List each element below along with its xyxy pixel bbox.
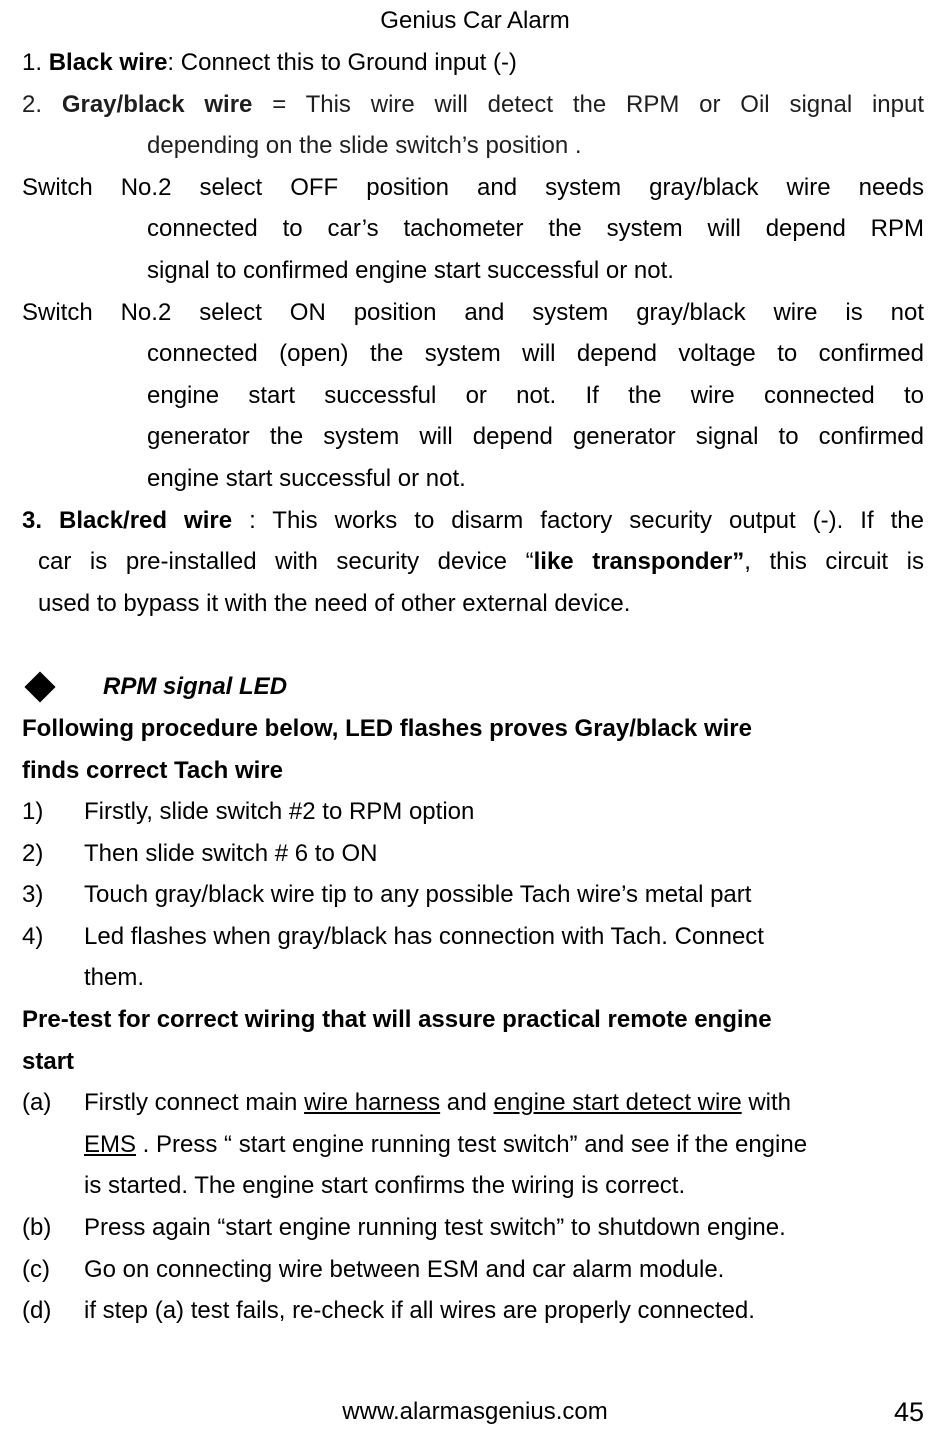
pretest-step-c — [22, 1249, 924, 1291]
term-ems: EMS — [84, 1130, 137, 1158]
step-text: Press again “start engine running test switch” to shutdown engine. — [84, 1214, 786, 1242]
rpm-intro — [22, 708, 924, 750]
wire-2-label: Gray/black wire — [61, 90, 253, 118]
pretest-step-a — [22, 1082, 924, 1207]
wire-3-text-part: car is pre-installed with security device “ — [38, 548, 534, 576]
section-spacer — [22, 624, 924, 666]
step-text: Go on connecting wire between ESM and car alarm module. — [84, 1255, 725, 1283]
switch-off-text-cont-1: connected to car’s tachometer the system will depend RPM — [147, 215, 924, 243]
step-number: 2) — [22, 839, 44, 867]
wire-1-text: : Connect this to Ground input (-) — [167, 49, 517, 76]
step-number: (d) — [22, 1297, 52, 1325]
step-number: 4) — [22, 922, 44, 950]
step-text-part: and — [440, 1089, 494, 1117]
pretest-heading-cont — [22, 1041, 924, 1083]
wire-2-text-cont: depending on the slide switch’s position . — [147, 132, 582, 160]
page-title: Genius Car Alarm — [380, 7, 570, 34]
step-text: Firstly, slide switch #2 to RPM option — [84, 798, 475, 826]
switch-on-text-cont-3: generator the system will depend generator signal to confirmed — [147, 423, 924, 451]
wire-1-label: Black wire — [48, 49, 168, 76]
step-number: (c) — [22, 1255, 50, 1283]
pretest-step-d — [22, 1290, 924, 1332]
switch-on-text-cont-4: engine start successful or not. — [147, 464, 466, 492]
step-text: if step (a) test fails, re-check if all wires are properly connected. — [84, 1297, 755, 1325]
step-text — [84, 1082, 924, 1207]
wire-1-number: 1. — [22, 49, 49, 76]
rpm-step — [22, 874, 924, 916]
wire-2-number: 2. — [22, 90, 62, 118]
rpm-step — [22, 916, 924, 999]
step-text-line: Led flashes when gray/black has connection with Tach. Connect — [84, 922, 764, 950]
wire-1-line — [22, 42, 924, 84]
pretest-heading — [22, 999, 924, 1041]
switch-on-text: Switch No.2 select ON position and system gray/black wire is not — [22, 298, 924, 326]
footer-url: www.alarmasgenius.com — [342, 1398, 608, 1425]
wire-3-text: : This works to disarm factory security output (-). If the — [232, 506, 924, 534]
switch-off-text: Switch No.2 select OFF position and system gray/black wire needs — [22, 173, 924, 201]
step-number: (a) — [22, 1089, 52, 1117]
step-number: 1) — [22, 798, 44, 826]
wire-3-bold-term: like transponder” — [533, 548, 745, 576]
page-number: 45 — [893, 1397, 924, 1427]
step-text-part: with — [741, 1089, 792, 1117]
rpm-heading-row — [22, 666, 924, 708]
wire-3-line — [22, 500, 924, 542]
switch-off-text-cont-2: signal to confirmed engine start successful or not. — [147, 256, 674, 284]
rpm-step — [22, 791, 924, 833]
step-text — [84, 916, 924, 999]
switch-on-text-cont-1: connected (open) the system will depend voltage to confirmed — [147, 340, 924, 368]
switch-on-text-cont-2: engine start successful or not. If the wire connected to — [147, 381, 924, 409]
step-number: 3) — [22, 881, 44, 909]
step-text-part: Firstly connect main — [84, 1089, 305, 1117]
wire-3-text-part: , this circuit is — [744, 548, 924, 576]
rpm-intro-text: Following procedure below, LED flashes proves Gray/black wire — [22, 714, 752, 742]
step-text: Touch gray/black wire tip to any possible Tach wire’s metal part — [84, 881, 752, 909]
pretest-heading-text: start — [22, 1047, 75, 1075]
wire-2-text: = This wire will detect the RPM or Oil signal input — [252, 90, 924, 118]
term-engine-start-detect-wire: engine start detect wire — [493, 1089, 742, 1117]
wire-3-label: 3. Black/red wire — [22, 506, 233, 534]
page-content — [22, 42, 924, 1332]
rpm-intro-text: finds correct Tach wire — [22, 756, 283, 784]
wire-3-text-cont-1 — [22, 541, 924, 583]
step-text-part: . Press “ start engine running test switch” and see if the engine — [136, 1130, 808, 1158]
pretest-heading-text: Pre-test for correct wiring that will assure practical remote engine — [22, 1006, 772, 1034]
rpm-intro-cont — [22, 750, 924, 792]
wire-2-line — [22, 84, 924, 126]
rpm-heading: RPM signal LED — [103, 673, 288, 701]
term-wire-harness: wire harness — [304, 1089, 441, 1117]
step-number: (b) — [22, 1214, 52, 1242]
step-text-line: them. — [84, 964, 145, 992]
rpm-step — [22, 833, 924, 875]
wire-3-text-cont-2: used to bypass it with the need of other external device. — [38, 589, 631, 617]
step-text: Then slide switch # 6 to ON — [84, 839, 378, 867]
pretest-step-b — [22, 1207, 924, 1249]
diamond-bullet-icon — [24, 672, 55, 703]
step-text-part: is started. The engine start confirms the wiring is correct. — [84, 1172, 686, 1200]
